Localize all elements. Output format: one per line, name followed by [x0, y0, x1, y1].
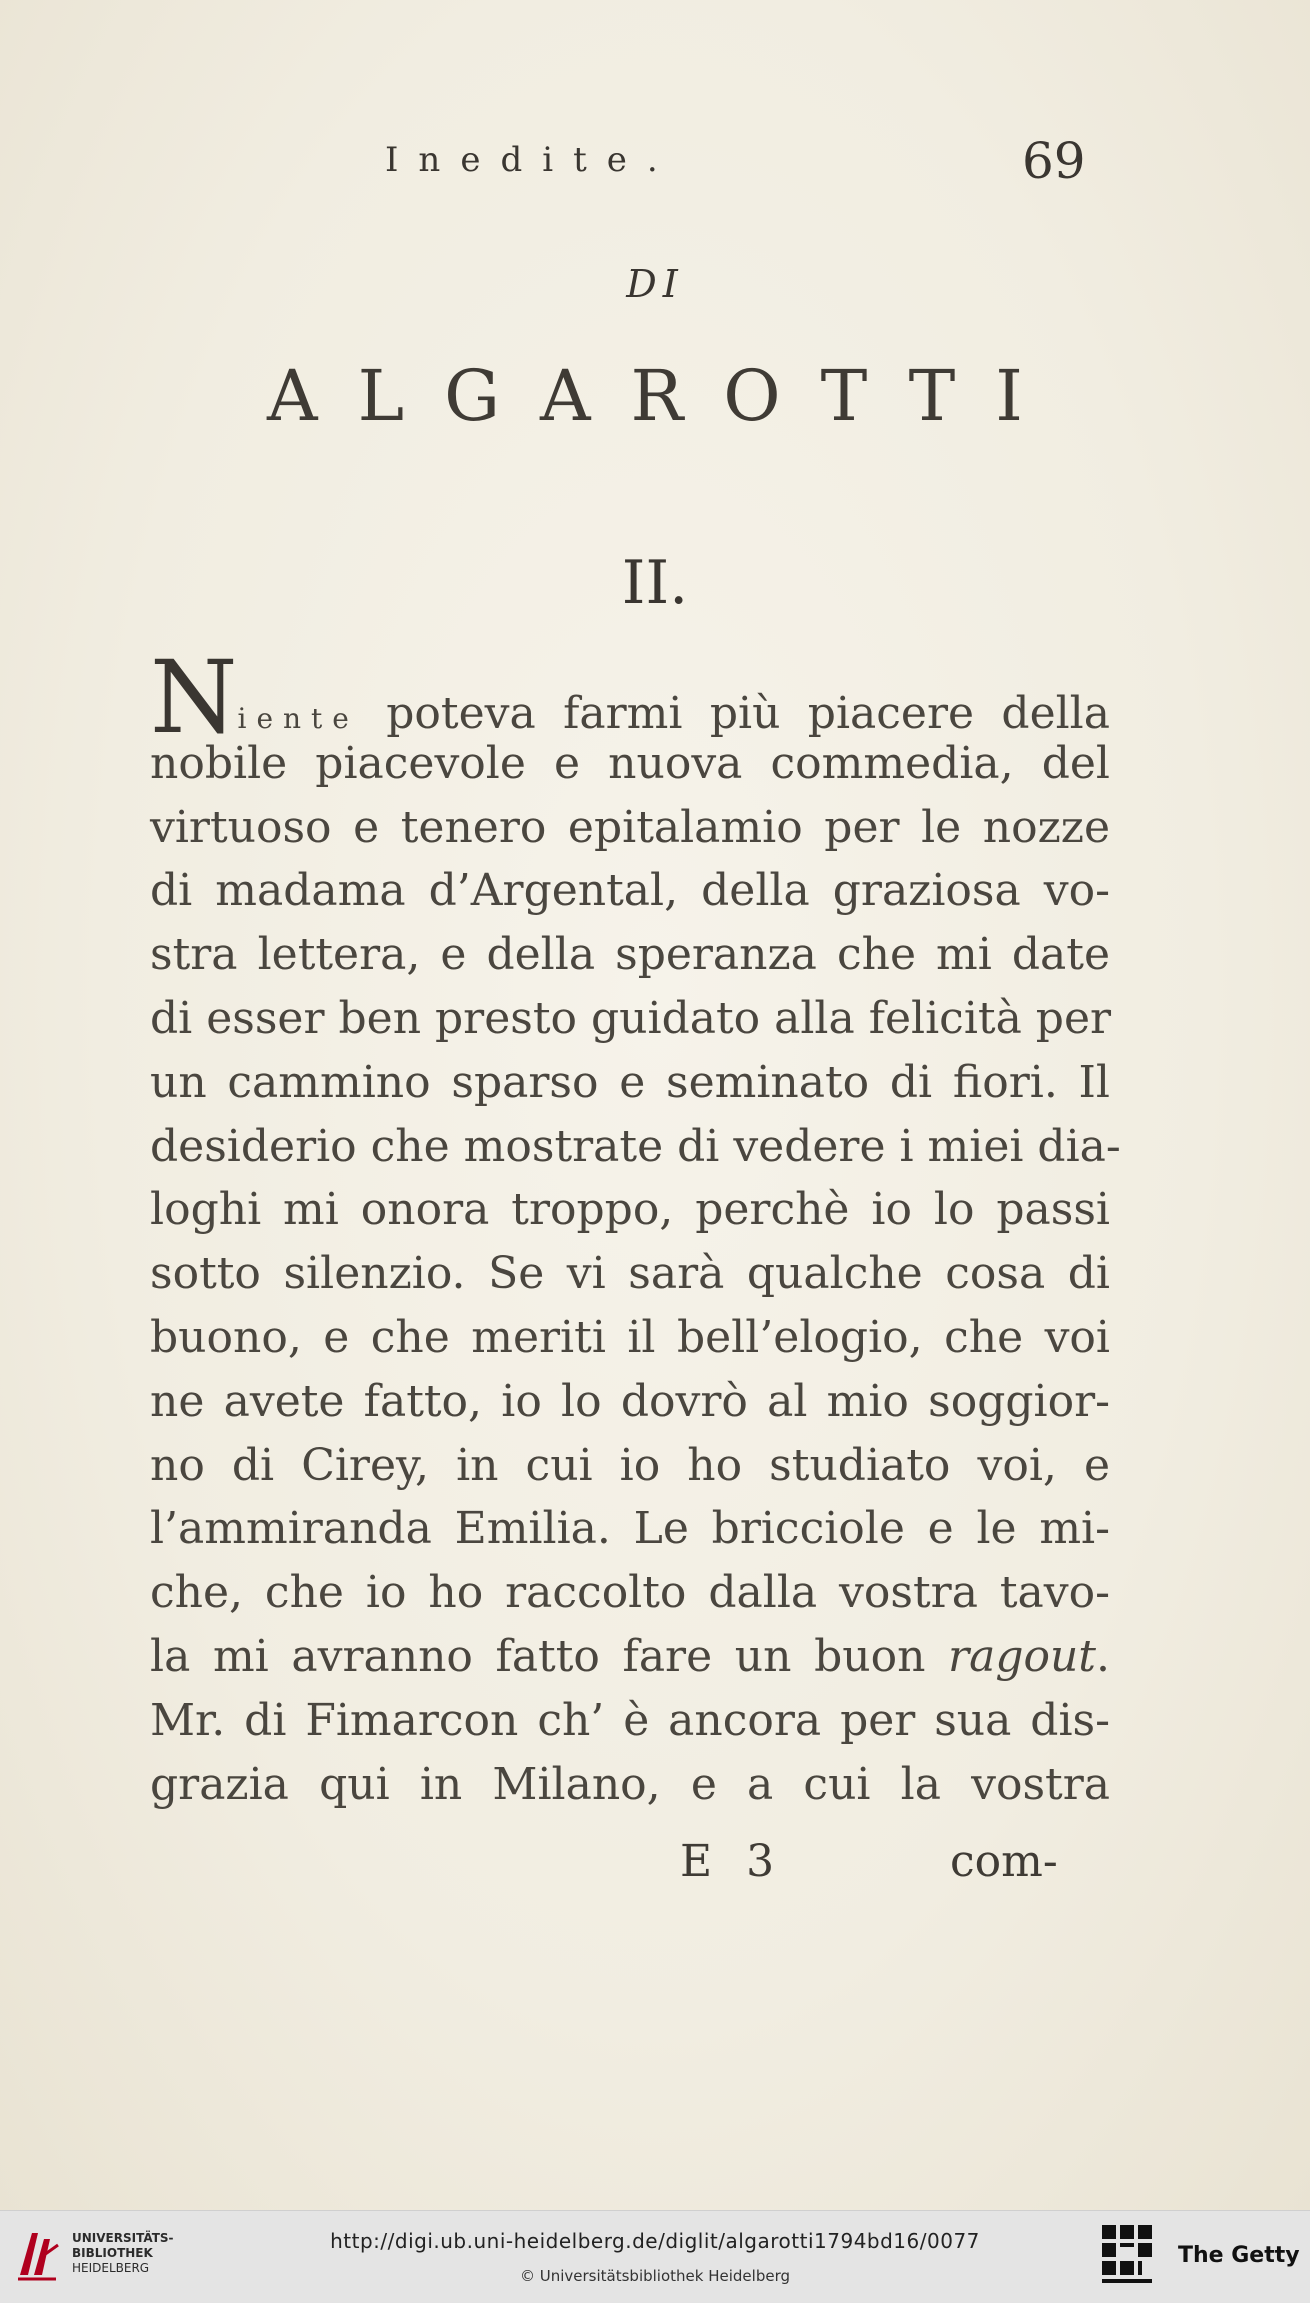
text-line: desiderio che mostrate di vedere i miei dia- [150, 1120, 1121, 1172]
text-line: buono, e che meriti il bell’elogio, che voi [150, 1311, 1110, 1363]
text-line: di esser ben presto guidato alla felicità per [150, 992, 1112, 1044]
text-line: di madama d’Argental, della graziosa vo- [150, 865, 1110, 917]
heading-di: DI [626, 262, 684, 306]
text-line: un cammino sparso e seminato di fiori. Il [150, 1056, 1110, 1108]
drop-cap: N [150, 639, 238, 756]
text-line: che, che io ho raccolto dalla vostra tavo- [150, 1567, 1110, 1619]
library-name-line: UNIVERSITÄTS- [72, 2231, 174, 2245]
page-number: 69 [1022, 132, 1086, 190]
library-name-line: BIBLIOTHEK [72, 2246, 153, 2260]
getty-name: The Getty [1178, 2243, 1300, 2268]
text-line: stra lettera, e della speranza che mi date [150, 929, 1110, 981]
ragout-line-end: . [1096, 1630, 1110, 1682]
catchword: com- [950, 1836, 1058, 1887]
text-line: loghi mi onora troppo, perchè io lo passi [150, 1184, 1110, 1236]
text-line: nobile piacevole e nuova commedia, del [150, 737, 1110, 789]
signature-mark: E 3 [680, 1836, 785, 1887]
text-line: virtuoso e tenero epitalamio per le nozze [150, 801, 1110, 853]
library-footer-bar [0, 2210, 1310, 2303]
permalink-url[interactable]: http://digi.ub.uni-heidelberg.de/diglit/algarotti1794bd16/0077 [330, 2229, 980, 2253]
text-line: grazia qui in Milano, e a cui la vostra [150, 1758, 1110, 1810]
text-line [150, 639, 1110, 756]
ragout-word: ragout [948, 1630, 1096, 1682]
copyright-notice: © Universitätsbibliothek Heidelberg [519, 2267, 790, 2285]
text-line: Mr. di Fimarcon ch’ è ancora per sua dis- [150, 1694, 1110, 1746]
text-line [150, 1625, 1110, 1689]
letter-body [150, 639, 1121, 1816]
letter-number: II. [621, 548, 689, 618]
line-1-text: poteva farmi più piacere della [358, 688, 1110, 739]
text-line: ne avete fatto, io lo dovrò al mio soggior- [150, 1375, 1110, 1427]
author-heading: ALGAROTTI [267, 355, 1063, 437]
page-foot [150, 1836, 1110, 1900]
text-line: no di Cirey, in cui io ho studiato voi, e [150, 1439, 1110, 1491]
ragout-line-start: la mi avranno fatto fare un buon [150, 1630, 949, 1682]
text-line: sotto silenzio. Se vi sarà qualche cosa di [150, 1248, 1110, 1300]
text-line: l’ammiranda Emilia. Le bricciole e le mi- [150, 1503, 1110, 1555]
small-caps-word: iente [237, 702, 359, 735]
getty-logo-icon [1100, 2223, 1156, 2289]
library-name-line: HEIDELBERG [72, 2261, 150, 2275]
running-head: Inedite. [385, 140, 678, 180]
